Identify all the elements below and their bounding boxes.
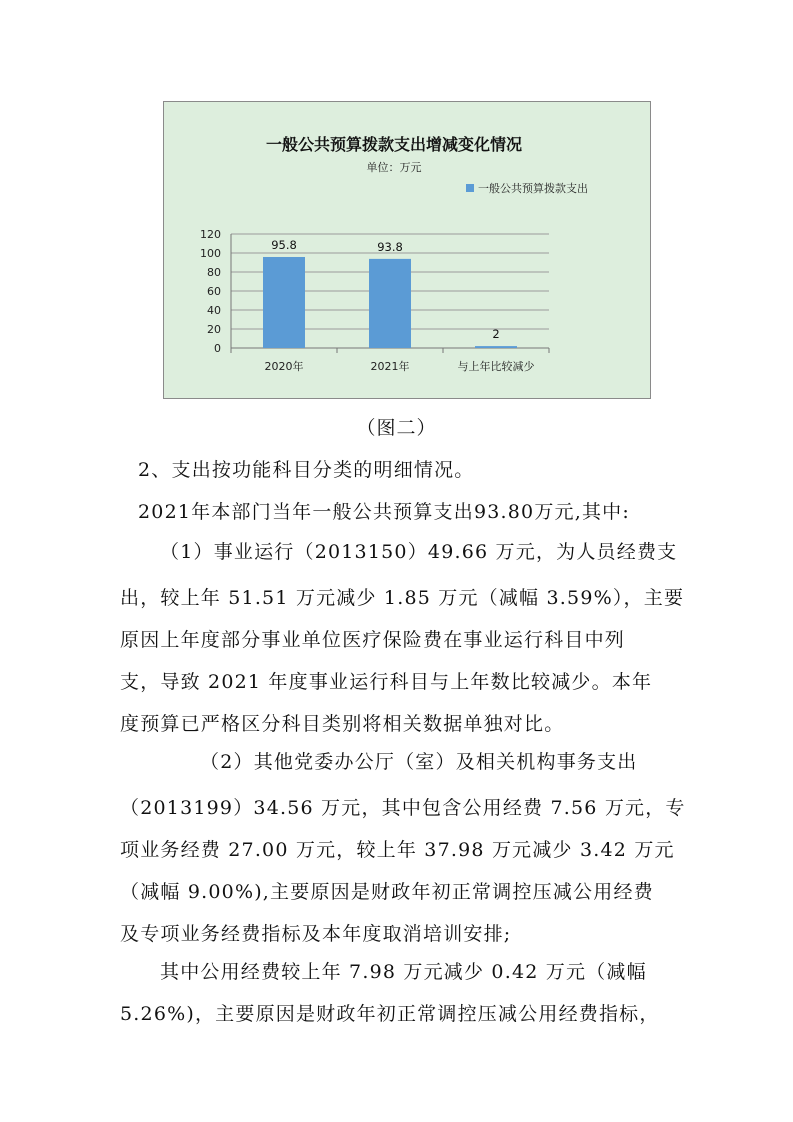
y-tick-label: 20 [207, 323, 221, 336]
item1-line-1: （1）事业运行（2013150）49.66 万元，为人员经费支 [160, 541, 678, 563]
intro-line: 2021年本部门当年一般公共预算支出93.80万元,其中: [138, 501, 630, 523]
bar [263, 257, 305, 348]
y-tick-label: 60 [207, 285, 221, 298]
item1-line-2: 出，较上年 51.51 万元减少 1.85 万元（减幅 3.59%），主要 [120, 587, 685, 609]
item1-paragraph-body [120, 577, 684, 745]
chart-panel [163, 101, 651, 399]
y-tick-label: 0 [214, 342, 221, 355]
data-label: 93.8 [377, 239, 403, 254]
section-heading [138, 453, 475, 488]
chart-unit: 单位：万元 [366, 161, 422, 174]
item3-line-2: 5.26%)，主要原因是财政年初正常调控压减公用经费指标， [120, 1003, 660, 1025]
legend-label: 一般公共预算拨款支出 [478, 182, 588, 195]
item1-paragraph [160, 535, 677, 570]
intro-paragraph [138, 495, 630, 530]
item3-paragraph [160, 955, 647, 990]
item2-line-1: （2）其他党委办公厅（室）及相关机构事务支出 [200, 751, 638, 773]
item2-line-3: 项业务经费 27.00 万元，较上年 37.98 万元减少 3.42 万元 [120, 839, 675, 861]
x-tick-label: 2021年 [370, 360, 410, 373]
item3-line-1: 其中公用经费较上年 7.98 万元减少 0.42 万元（减幅 [160, 961, 647, 983]
y-tick-label: 100 [200, 247, 221, 260]
item1-line-5: 度预算已严格区分科目类别将相关数据单独对比。 [120, 713, 565, 735]
bar [369, 259, 411, 348]
item1-line-4: 支，导致 2021 年度事业运行科目与上年数比较减少。本年 [120, 671, 653, 693]
y-tick-label: 40 [207, 304, 221, 317]
bar-chart [164, 102, 650, 398]
x-tick-label: 2020年 [264, 360, 304, 373]
legend-swatch [466, 184, 474, 192]
item2-line-2: （2013199）34.56 万元，其中包含公用经费 7.56 万元，专 [120, 797, 686, 819]
item1-line-3: 原因上年度部分事业单位医疗保险费在事业运行科目中列 [120, 629, 626, 651]
item2-paragraph-body [120, 787, 686, 955]
item2-paragraph [200, 745, 638, 780]
item2-line-5: 及专项业务经费指标及本年度取消培训安排; [120, 923, 512, 945]
x-tick-label: 与上年比较减少 [457, 360, 535, 373]
y-tick-label: 120 [200, 228, 221, 241]
figure-caption: （图二） [356, 417, 437, 439]
y-tick-label: 80 [207, 266, 221, 279]
chart-title: 一般公共预算拨款支出增减变化情况 [265, 135, 523, 154]
data-label: 95.8 [271, 237, 297, 252]
heading-line: 2、支出按功能科目分类的明细情况。 [138, 459, 475, 481]
item3-paragraph-body [120, 997, 660, 1032]
data-label: 2 [492, 327, 500, 342]
item2-line-4: （减幅 9.00%),主要原因是财政年初正常调控压减公用经费 [120, 881, 654, 903]
bar [475, 346, 517, 348]
